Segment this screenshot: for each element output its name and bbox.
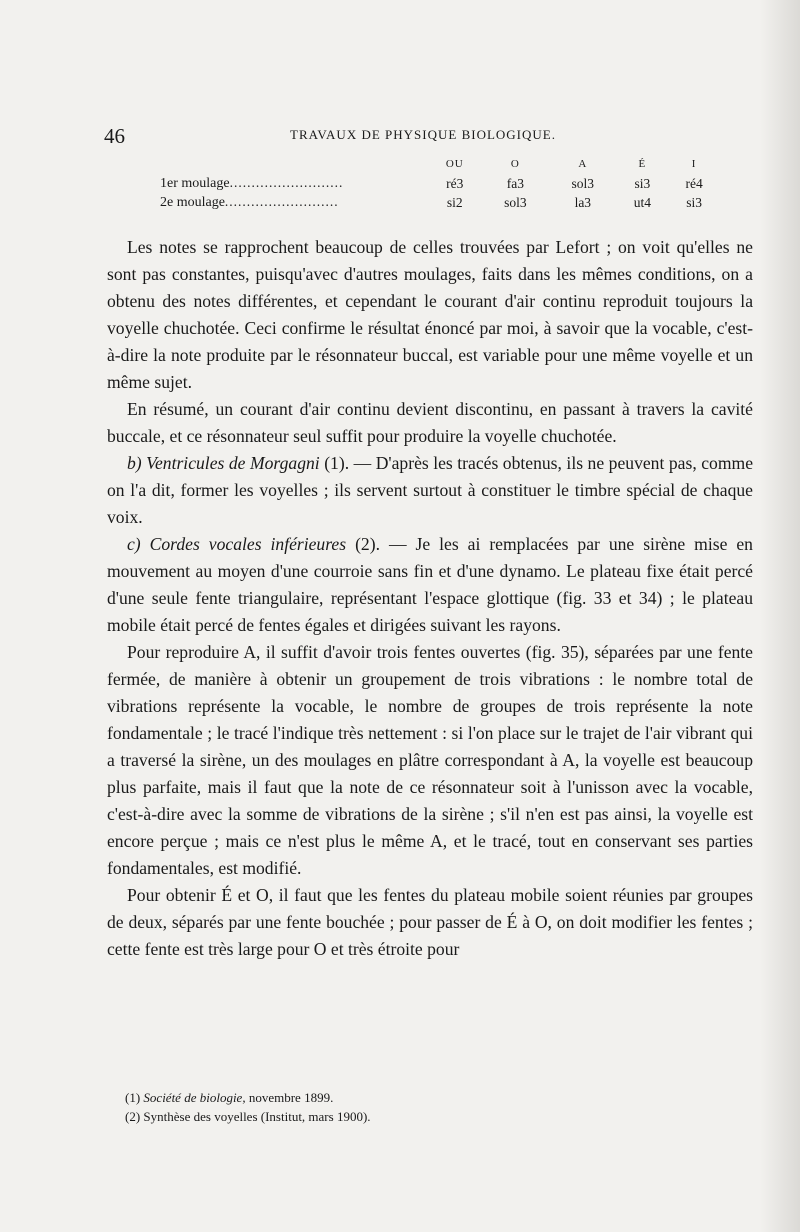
footnote (125, 1088, 745, 1107)
running-head: TRAVAUX DE PHYSIQUE BIOLOGIQUE. (290, 127, 556, 142)
page-number: 46 (104, 124, 125, 148)
section-text: — D'après les tracés obtenus, ils ne peuvent pas, comme on l'a dit, former les voyelles ; ils servent surtout à constituer le timbre spécial de chaque voix. (107, 453, 754, 527)
paragraph: Pour reproduire A, il suffit d'avoir trois fentes ouvertes (fig. 35), séparées par une fente fermée, de manière à obtenir un groupement de trois vibrations : le nombre total de vibrations représente la vocable, le nombre de groupes de trois représente la note fondamentale ; le tracé l'indique très nettement : si l'on place sur le trajet de l'air vibrant qui a traversé la sirène, un des moulages en plâtre correspondant à A, la voyelle est beaucoup plus parfaite, mais il faut que la note de ce résonnateur soit à l'unisson avec la vocable, c'est-à-dire avec la somme de vibrations de la sirène ; s'il n'en est pas ainsi, la voyelle est encore perçue ; mais ce n'est plus le même A, et le tracé, tout en conservant ses parties fondamentales, est modifié. (107, 642, 753, 878)
table-cell: si2 (446, 194, 463, 210)
section-title: Ventricules de Morgagni (146, 453, 320, 473)
leader-dots: .......................... (224, 194, 339, 209)
footnote (125, 1107, 745, 1126)
section-label: c) (127, 534, 141, 554)
footnote-title: Synthèse des voyelles (143, 1109, 258, 1124)
column-header: OU (445, 158, 464, 170)
column-header: A (578, 158, 588, 170)
footnote-text: (Institut, mars 1900). (257, 1109, 371, 1124)
table-cell: si3 (634, 175, 651, 191)
paragraph-section-c (107, 531, 753, 639)
paragraph: Pour obtenir É et O, il faut que les fentes du plateau mobile soient réunies par groupes de deux, séparés par une fente bouchée ; pour passer de É à O, on doit modifier les fentes ; cette fente est très large pour O et très étroite pour (107, 885, 753, 959)
row-label: 1er moulage (160, 176, 230, 191)
paragraph: Les notes se rapprochent beaucoup de celles trouvées par Lefort ; on voit qu'elles ne sont pas constantes, puisqu'avec d'autres moulages, faits dans les mêmes conditions, on a obtenu des notes différentes, et cependant le courant d'air continu reproduit toujours la voyelle chuchotée. Ceci confirme le résultat énoncé par moi, à savoir que la vocable, c'est-à-dire la note produite par le résonnateur buccal, est variable pour une même voyelle et un même sujet. (107, 237, 753, 392)
footnotes (125, 1088, 745, 1126)
footnote-mark: (2) (125, 1109, 141, 1124)
section-title: Cordes vocales inférieures (149, 534, 347, 554)
table-cell: ré4 (685, 175, 703, 191)
table-cell: ré3 (446, 175, 464, 191)
footnote-title: Société de biologie, (143, 1090, 246, 1105)
table-row (160, 193, 720, 212)
row-label: 2e moulage (160, 195, 225, 210)
footnote-ref: (2). (355, 534, 380, 554)
table-cell: fa3 (506, 175, 524, 191)
table-cell: si3 (686, 194, 703, 210)
paragraph-section-b (107, 450, 753, 531)
footnote-mark: (1) (125, 1090, 141, 1105)
notes-table-header (160, 158, 720, 174)
table-cell: la3 (574, 194, 592, 210)
table-row (160, 174, 720, 193)
section-text: — Je les ai remplacées par une sirène mise en mouvement au moyen d'une courroie sans fin et d'une dynamo. Le plateau fixe était percé d'une seule fente triangulaire, représentant l'espace glottique (fig. 33 et 34) ; le plateau mobile était percé de fentes égales et dirigées suivant les rayons. (107, 534, 753, 635)
page-edge-shadow (760, 0, 800, 1232)
table-cell: sol3 (571, 175, 595, 191)
footnote-text: novembre 1899. (245, 1090, 334, 1105)
paragraph: En résumé, un courant d'air continu devient discontinu, en passant à travers la cavité buccale, et ce résonnateur seul suffit pour produire la voyelle chuchotée. (107, 399, 753, 446)
page-header (104, 124, 764, 150)
column-header: I (691, 158, 697, 170)
body-text (107, 234, 753, 963)
leader-dots: .......................... (229, 175, 344, 190)
column-header: O (510, 158, 520, 170)
section-label: b) (127, 453, 142, 473)
notes-table (160, 158, 720, 212)
table-cell: ut4 (633, 194, 652, 210)
column-header: É (638, 158, 647, 170)
table-cell: sol3 (504, 194, 527, 210)
footnote-ref: (1). (324, 453, 350, 473)
